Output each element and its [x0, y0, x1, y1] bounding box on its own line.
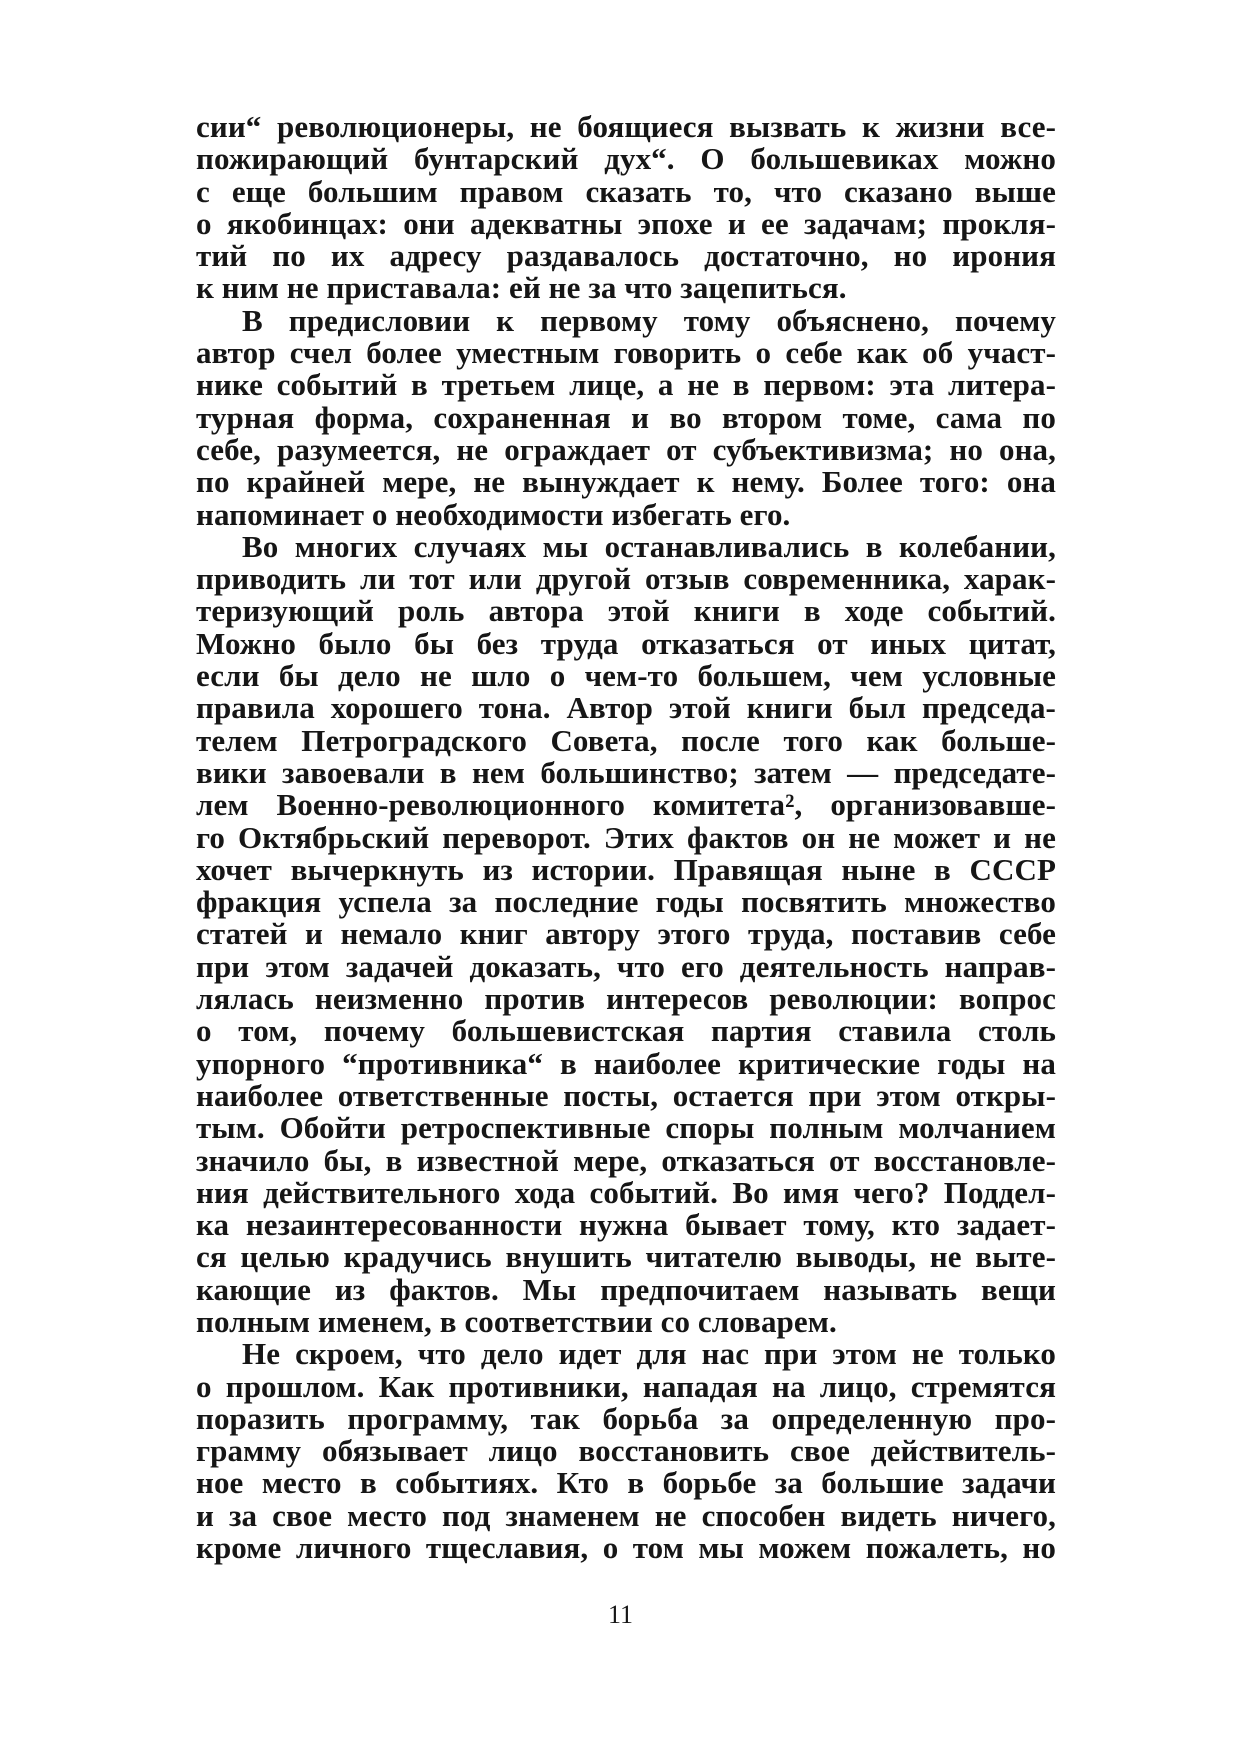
text-line: лялась неизменно против интересов революции: вопрос: [196, 981, 1056, 1017]
text-line: правила хорошего тона. Автор этой книги был председа-: [196, 690, 1056, 726]
text-line: Не скроем, что дело идет для нас при этом не только: [242, 1336, 1056, 1372]
paragraph-1: [196, 111, 1056, 305]
text-line: лем Военно-революционного комитета², организовавше-: [196, 787, 1056, 823]
text-line: ся целью крадучись внушить читателю выводы, не выте-: [196, 1239, 1056, 1275]
text-line: если бы дело не шло о чем-то большем, чем условные: [196, 658, 1056, 694]
text-line: теризующий роль автора этой книги в ходе событий.: [196, 593, 1056, 629]
text-line: напоминает о необходимости избегать его.: [196, 496, 791, 532]
text-line: телем Петроградского Совета, после того как больше-: [196, 722, 1056, 758]
text-line: Во многих случаях мы останавливались в колебании,: [242, 528, 1056, 564]
text-line: приводить ли тот или другой отзыв современника, харак-: [196, 561, 1056, 597]
text-line: фракция успела за последние годы посвятить множество: [196, 884, 1056, 920]
text-line: наиболее ответственные посты, остается при этом откры-: [196, 1077, 1056, 1113]
text-line: сии“ революционеры, не боящиеся вызвать к жизни все-: [196, 109, 1056, 144]
text-line: В предисловии к первому тому объяснено, почему: [242, 302, 1056, 338]
text-line: пожирающий бунтарский дух“. О большевиках можно: [196, 141, 1056, 177]
text-line: турная форма, сохраненная и во втором томе, сама по: [196, 399, 1056, 435]
body-text: [196, 111, 1056, 1564]
text-line: значило бы, в известной мере, отказаться от восстановле-: [196, 1142, 1056, 1178]
text-line: тий по их адресу раздавалось достаточно, но ирония: [196, 238, 1056, 274]
text-line: полным именем, в соответствии со словарем.: [196, 1303, 837, 1339]
text-line: ния действительного хода событий. Во имя чего? Поддел-: [196, 1174, 1056, 1210]
text-line: с еще большим правом сказать то, что сказано выше: [196, 173, 1056, 209]
text-line: ка незаинтересованности нужна бывает тому, кто задает-: [196, 1207, 1056, 1243]
text-line: хочет вычеркнуть из истории. Правящая ныне в СССР: [196, 851, 1056, 887]
text-line: о прошлом. Как противники, нападая на лицо, стремятся: [196, 1368, 1056, 1404]
paragraph-4: [196, 1338, 1056, 1564]
text-line: тым. Обойти ретроспективные споры полным молчанием: [196, 1110, 1056, 1146]
text-line: статей и немало книг автору этого труда, поставив себе: [196, 916, 1056, 952]
text-line: о якобинцах: они адекватны эпохе и ее задачам; прокля-: [196, 205, 1056, 241]
text-line: себе, разумеется, не ограждает от субъективизма; но она,: [196, 431, 1056, 467]
text-line: вики завоевали в нем большинство; затем — председате-: [196, 754, 1056, 790]
text-line: поразить программу, так борьба за определенную про-: [196, 1400, 1056, 1436]
page-number: 11: [607, 1600, 634, 1629]
text-line: при этом задачей доказать, что его деятельность направ-: [196, 948, 1056, 984]
text-line: к ним не приставала: ей не за что зацепиться.: [196, 270, 847, 306]
paragraph-2: [196, 302, 1056, 532]
text-line: кающие из фактов. Мы предпочитаем называть вещи: [196, 1271, 1056, 1307]
text-line: ное место в событиях. Кто в борьбе за большие задачи: [196, 1465, 1056, 1501]
text-line: грамму обязывает лицо восстановить свое действитель-: [196, 1433, 1056, 1469]
text-line: по крайней мере, не вынуждает к нему. Более того: она: [196, 464, 1056, 500]
text-line: о том, почему большевистская партия ставила столь: [196, 1013, 1056, 1049]
text-line: и за свое место под знаменем не способен видеть ничего,: [196, 1497, 1056, 1533]
text-line: го Октябрьский переворот. Этих фактов он не может и не: [196, 819, 1056, 855]
text-line: кроме личного тщеславия, о том мы можем пожалеть, но: [196, 1530, 1056, 1566]
text-line: нике событий в третьем лице, а не в первом: эта литера-: [196, 367, 1056, 403]
text-line: упорного “противника“ в наиболее критические годы на: [196, 1045, 1056, 1081]
text-line: Можно было бы без труда отказаться от иных цитат,: [196, 625, 1056, 661]
paragraph-3: [196, 528, 1056, 1339]
text-line: автор счел более уместным говорить о себе как об участ-: [196, 335, 1056, 371]
